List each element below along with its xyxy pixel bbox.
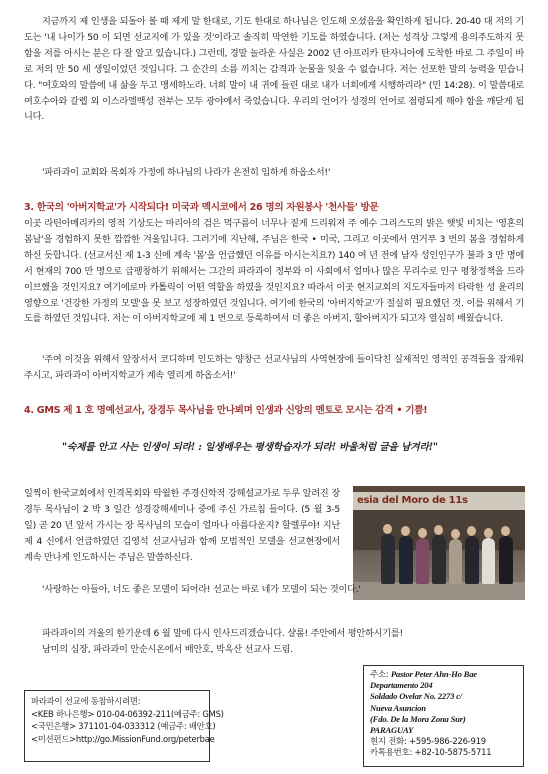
address-country: PARAGUAY [370, 725, 414, 736]
donation-title: 파라과이 선교에 동참하시려면: [31, 696, 141, 706]
section-4-quote: "숙제를 안고 사는 인생이 되라! : 일생배우는 평생학습자가 되라! 바울처럼 글을 남겨라!" [62, 442, 438, 453]
address-line-5: (Fdo. De la Mora Zona Sur) [370, 713, 466, 724]
closing-line-2: 남미의 심장, 파라과이 안순시온에서 배안호, 박옥산 선교사 드림. [42, 644, 293, 655]
donation-box [24, 690, 224, 762]
address-box [363, 665, 524, 767]
intro-paragraph: 지금까지 제 인생을 되돌아 볼 때 제게 말 한대로, 기도 한대로 하나님은 인도해 오셨음을 확인하게 됩니다. 20-40 대 저의 기도는 '내 나이가 50 이 되면 선교지에 가 있을 것'이라고 솔직히 막연한 기도를 하였습니다. (저는 성격상 그렇게 용의주도하지 못함을 저를 아시는 분은 다 잘 알고 있습니다.) 그런데, 경말 놀라운 사실은 2002 년 아프리카 탄자니아에 도착한 바로 그 주일이 바로 저의 만 50 세 생일이었던 것입니다. 그 순간의 소름 끼치는 감격과 눈물을 잊을 수 없습니다. 저는 선포한 말의 능력을 믿습니다. "여호와의 말씀에 내 삶을 두고 맹세하노라. 너희 말이 내 귀에 들린 대로 내가 너희에게 시행하리라" (민 14:28). 이 말씀대로 여호수아와 갈렙 외 이스라엘백성 전부는 모두 광야에서 죽었습니다. 우리의 언어가 성경의 언어로 점령되게 해야 함을 깨닫게 됩니다. [24, 16, 524, 123]
local-phone: 현지 전화: +595-986-226-919 [370, 736, 486, 747]
section-3-prayer: '주여 이것을 위해서 앞장서서 코디하며 인도하는 양창근 선교사님의 사역현장에 들이닥친 실제적인 영적인 공격들을 잠재워 주시고, 파라과이 아버지학교가 계속 열리게 하옵소서!' [24, 354, 524, 381]
donation-keb: <KEB 하나은행> 010-04-06392-211(예금주: GMS) [31, 708, 224, 719]
photo-banner: esia del Moro de 11s [353, 492, 525, 510]
section-3-paragraph: 이곳 라틴아메리카의 영적 기상도는 마리아의 검은 먹구름이 너무나 짙게 드리워져 주 예수 그리스도의 밝은 햇빛 비치는 '영혼의 봄날'을 경험하지 못한 깜깜한 겨울입니다. 그러기에 지난해, 주님은 한국 • 미국, 그리고 이곳에서 연거푸 3 번의 봄을 경험하게 하신 듯합니다. (선교서신 제 1-3 신에 계속 '봄'을 언급했던 이유를 아시는지요?) 140 여 년 전에 남자 성인인구가 불과 3 만 명에서 현재의 700 만 명으로 급팽창하기 위해서는 그간의 파라과이 정부와 이 사회에서 얼마나 많은 무리수로 인구 평창정책을 드라이브했을 것인지요? 여기에로마 카톨릭이 어떤 역할을 하였을 것인지요? 따라서 이곳 현지교회의 지도자들마저 타락한 성 윤리의 영향으로 '건강한 가정의 모델'을 못 보고 성장하였던 것입니다. 여기에 한국의 '아버지학교'가 절실히 필요했던 것. 이를 위해서 기도를 하였던 것입니다. 저는 이 아버지학교에 제 1 번으로 등록하여서 더 좋은 아버지, 할아버지가 되고자 열심히 배웠습니다. [24, 218, 524, 325]
donation-kookmin: <국민은행> 371101-04-033312 (예금주: 배안호) [31, 721, 216, 732]
donation-missionfund-link[interactable]: <미션펀드>http://go.MissionFund.org/peterbae [31, 733, 215, 744]
section-4-heading: 4. GMS 제 1 호 명예선교사, 장경두 목사님을 만나뵈며 인생과 신앙의 멘토로 모시는 감격 • 기쁨! [24, 405, 428, 416]
section-4-paragraph: 일찍이 한국교회에서 인격목회와 탁월한 주경신학적 강해설교가로 두루 알려진 장경두 목사님이 2 박 3 일간 성경강해세미나 중에 주신 가르침 들이다. (5 월 3-5 일) 곧 20 년 앞서 가시는 장 목사님의 모습이 얼마나 아름다운지? 할렐루야! 지난 제 4 신에서 언급하였던 김영석 선교사님과 함께 모범적인 모델을 선교현장에서 계속 만나게 인도하시는 주님은 말씀하신다. [24, 488, 340, 563]
kakao-phone: 카톡용번호: +82-10-5875-5711 [370, 747, 492, 758]
address-label: 주소: [370, 669, 389, 679]
address-line-3: Soldado Ovelar No. 2273 c/ [370, 691, 462, 702]
address-name: Pastor Peter Ahn-Ho Bae [390, 669, 477, 679]
intro-prayer: '파라과이 교회와 목회자 가정에 하나님의 나라가 온전히 임하게 하옵소서!' [42, 167, 331, 178]
closing-line-1: 파라과이의 겨울의 한기운데 6 월 말에 다시 인사드리겠습니다. 샬롬! 주안에서 평안하시기를! [42, 628, 403, 639]
address-line-4: Nueva Asuncion [370, 702, 426, 713]
section-3-heading: 3. 한국의 '아버지학교'가 시작되다! 미국과 멕시코에서 26 명의 자원봉사 '천사들' 방문 [24, 202, 379, 213]
address-line-2: Departamento 204 [370, 680, 433, 691]
section-4-saying: '사랑하는 아들아, 너도 좋은 모델이 되어라! 선교는 바로 네가 모델이 되는 것이다.' [42, 584, 361, 595]
